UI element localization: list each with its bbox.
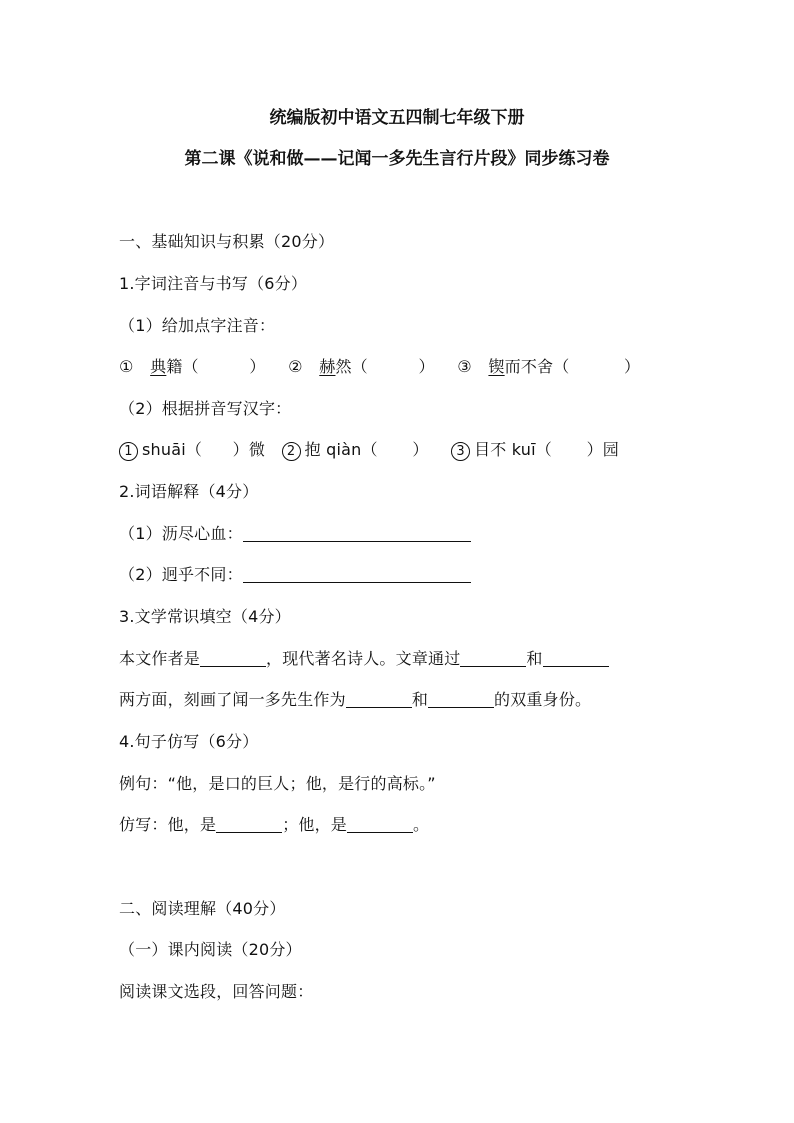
circled-number: 2 — [282, 442, 301, 461]
term-label: （1）沥尽心血： — [119, 524, 243, 543]
circled-number: 1 — [119, 442, 138, 461]
answer-blank[interactable] — [428, 691, 494, 708]
item-close: ） — [418, 357, 435, 376]
item-number: ③ — [457, 357, 472, 376]
fill-text: 仿写：他，是 — [119, 815, 217, 834]
q4-example: 例句：“他，是口的巨人；他，是行的高标。” — [119, 774, 436, 793]
answer-blank[interactable] — [243, 525, 471, 542]
item-close: ） — [249, 357, 266, 376]
fill-text: 。 — [413, 815, 430, 834]
item-text-after: ）微 — [232, 440, 266, 459]
term-label: （2）迥乎不同： — [119, 565, 243, 584]
fill-text: ；他，是 — [282, 815, 348, 834]
q1-part2-label: （2）根据拼音写汉字： — [119, 399, 292, 418]
item-number: ② — [288, 357, 303, 376]
item-text-after: ） — [412, 440, 429, 459]
pinyin-item-1 — [119, 357, 271, 376]
q3-line-2 — [119, 689, 591, 711]
fill-text: ，现代著名诗人。文章通过 — [266, 649, 461, 668]
answer-blank[interactable] — [347, 816, 413, 833]
dotted-char: 赫 — [319, 357, 336, 376]
hanzi-item-3 — [451, 440, 619, 459]
answer-blank[interactable] — [460, 650, 526, 667]
q1-pinyin-items — [119, 356, 640, 378]
q4-heading: 4.句子仿写（6分） — [119, 732, 259, 751]
q3-heading: 3.文学常识填空（4分） — [119, 607, 291, 626]
fill-text: 和 — [526, 649, 543, 668]
q2-heading: 2.词语解释（4分） — [119, 482, 259, 501]
item-text-after: ）园 — [586, 440, 619, 459]
circled-number: 3 — [451, 442, 470, 461]
section-2-heading: 二、阅读理解（40分） — [119, 899, 286, 918]
hanzi-item-1 — [119, 440, 270, 459]
item-close: ） — [624, 357, 641, 376]
answer-blank[interactable] — [543, 650, 609, 667]
item-text: shuāi（ — [142, 440, 203, 459]
pinyin-item-2 — [288, 357, 440, 376]
q1-heading: 1.字词注音与书写（6分） — [119, 274, 308, 293]
fill-text: 本文作者是 — [119, 649, 201, 668]
answer-blank[interactable] — [216, 816, 282, 833]
answer-blank[interactable] — [346, 691, 412, 708]
item-text: 而不舍（ — [504, 357, 570, 376]
q2-item-2 — [119, 564, 471, 586]
pinyin-item-3 — [457, 357, 640, 376]
section-1-heading: 一、基础知识与积累（20分） — [119, 232, 335, 251]
section-2-sub-1: （一）课内阅读（20分） — [119, 940, 302, 959]
item-text: 籍（ — [166, 357, 199, 376]
item-text: 抱 qiàn（ — [304, 440, 378, 459]
dotted-char: 典 — [150, 357, 167, 376]
section-2-instruction: 阅读课文选段，回答问题： — [119, 982, 314, 1001]
item-number: ① — [119, 357, 134, 376]
answer-blank[interactable] — [243, 566, 471, 583]
q1-hanzi-items — [119, 439, 619, 461]
title-line-1: 统编版初中语文五四制七年级下册 — [269, 108, 525, 128]
fill-text: 两方面，刻画了闻一多先生作为 — [119, 690, 346, 709]
q4-imitate — [119, 814, 429, 836]
fill-text: 的双重身份。 — [494, 690, 592, 709]
item-text: 然（ — [335, 357, 368, 376]
dotted-char: 锲 — [488, 357, 505, 376]
fill-text: 和 — [411, 690, 429, 709]
hanzi-item-2 — [282, 440, 434, 459]
item-text: 目不 kuī（ — [474, 440, 552, 459]
q3-line-1 — [119, 648, 609, 670]
title-line-2: 第二课《说和做——记闻一多先生言行片段》同步练习卷 — [184, 149, 610, 169]
answer-blank[interactable] — [200, 650, 266, 667]
q1-part1-label: （1）给加点字注音： — [119, 316, 276, 335]
q2-item-1 — [119, 523, 471, 545]
